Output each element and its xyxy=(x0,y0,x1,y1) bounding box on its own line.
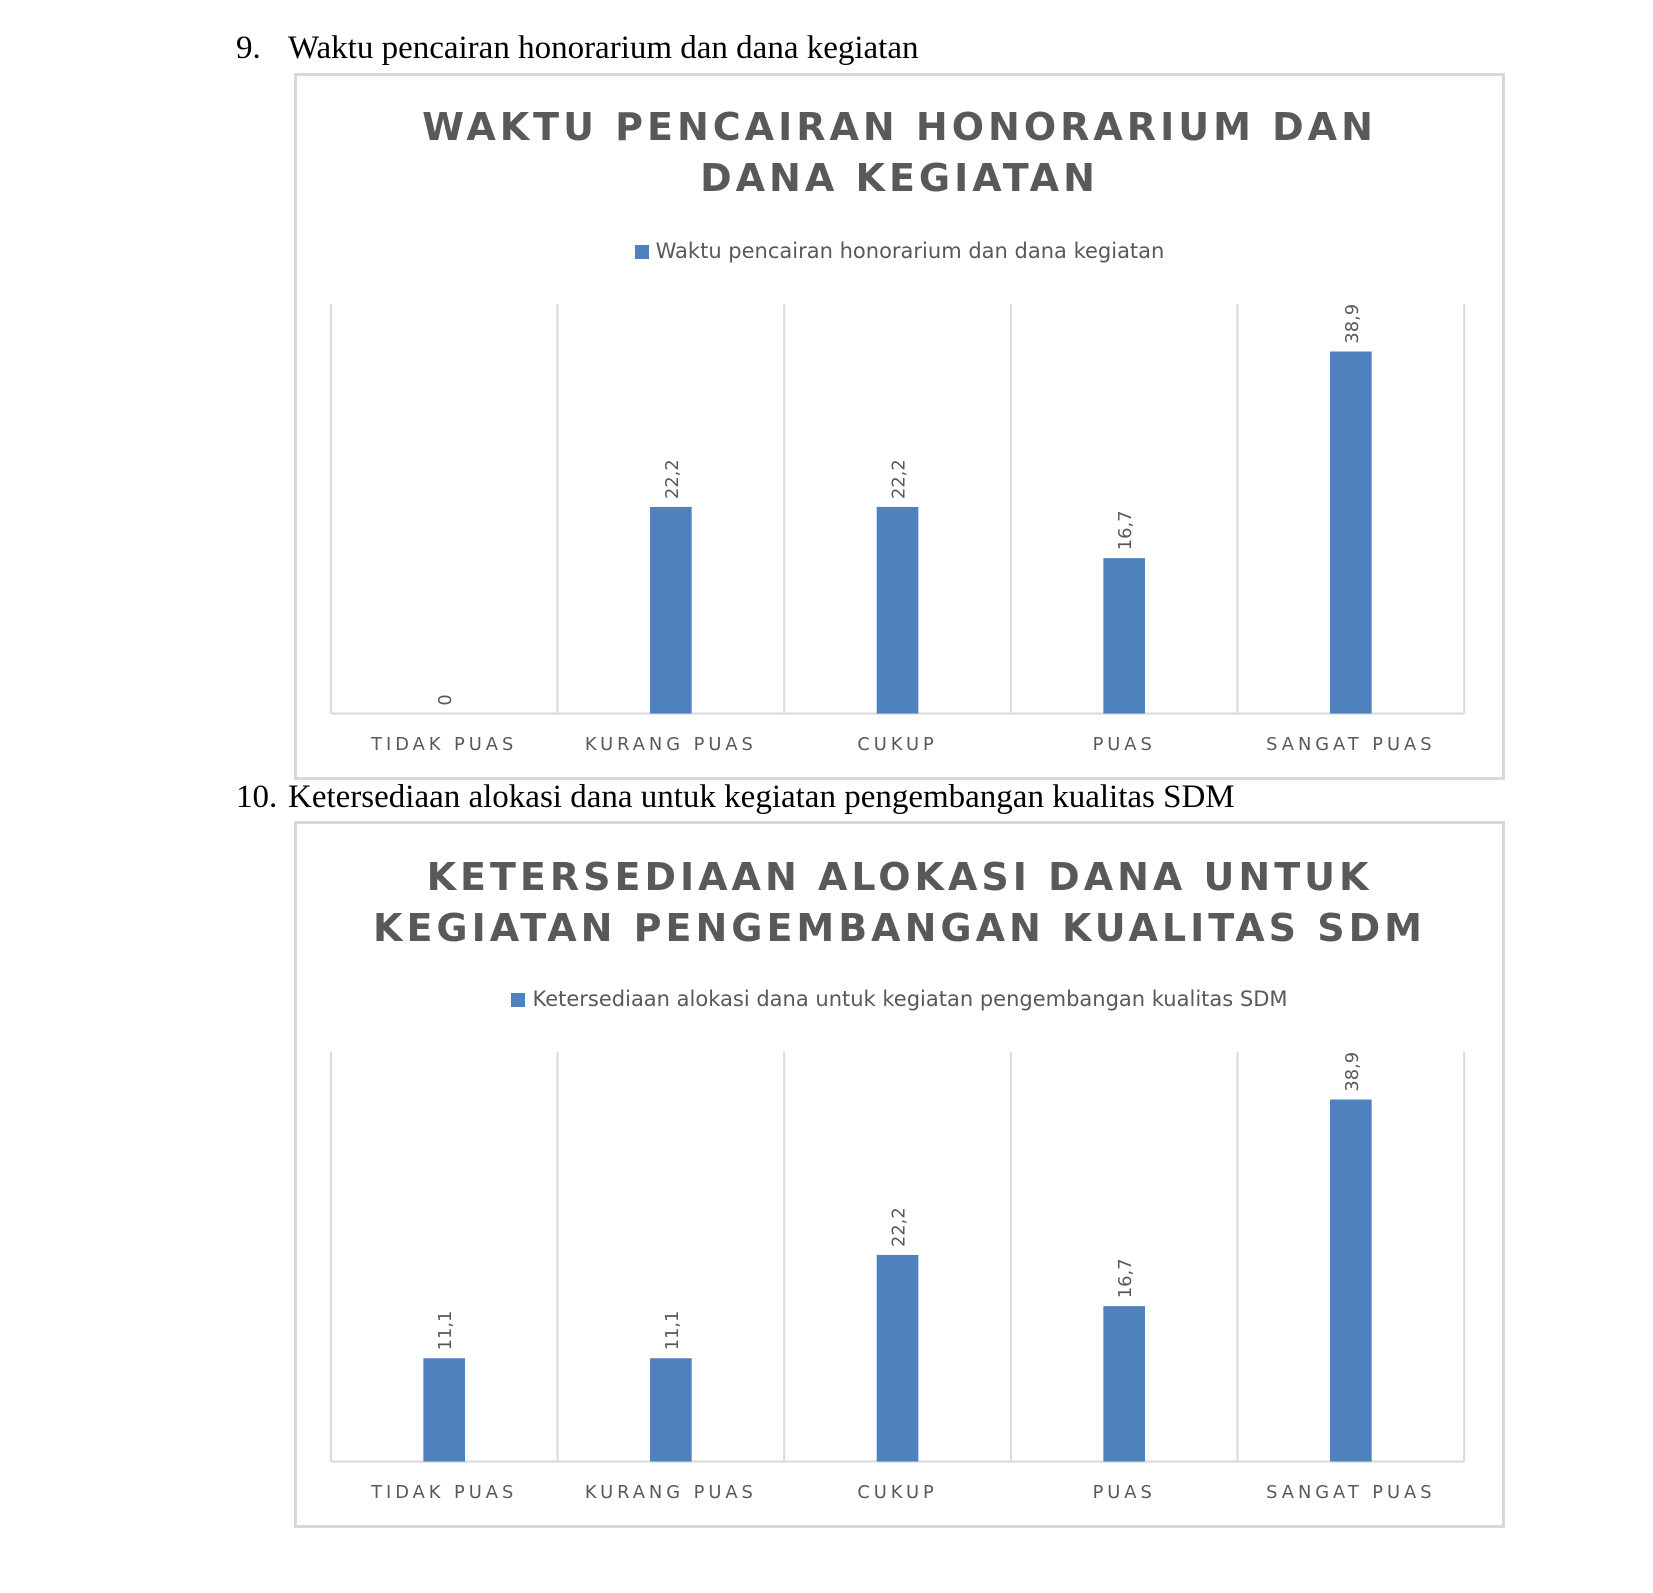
bar-chart-1 xyxy=(297,76,1502,777)
bar xyxy=(877,1255,919,1462)
chart-title-line-2: DANA KEGIATAN xyxy=(700,156,1099,200)
bar xyxy=(1330,1100,1372,1462)
category-label: PUAS xyxy=(1092,734,1156,756)
category-label: PUAS xyxy=(1092,1482,1156,1504)
category-label: CUKUP xyxy=(857,734,938,756)
legend-label: Ketersediaan alokasi dana untuk kegiatan pengembangan kualitas SDM xyxy=(532,987,1288,1011)
section-title: Waktu pencairan honorarium dan dana kegiatan xyxy=(288,30,919,66)
bar xyxy=(1103,558,1145,713)
section-number: 10. xyxy=(236,779,278,815)
legend-label: Waktu pencairan honorarium dan dana kegiatan xyxy=(655,239,1165,263)
chart-title-line-1: KETERSEDIAAN ALOKASI DANA UNTUK xyxy=(426,855,1373,899)
bar xyxy=(423,1358,465,1461)
data-label: 22,2 xyxy=(888,459,910,500)
data-label: 38,9 xyxy=(1341,303,1363,344)
bar-chart-2 xyxy=(297,824,1502,1525)
category-label: TIDAK PUAS xyxy=(371,734,518,756)
chart-title-line-2: KEGIATAN PENGEMBANGAN KUALITAS SDM xyxy=(373,906,1426,950)
data-label: 22,2 xyxy=(888,1207,910,1248)
chart-panel-2 xyxy=(294,821,1505,1528)
data-label: 16,7 xyxy=(1115,510,1137,551)
bar xyxy=(650,1358,692,1461)
chart-panel-1 xyxy=(294,73,1505,780)
category-label: TIDAK PUAS xyxy=(371,1482,518,1504)
bar xyxy=(1330,352,1372,714)
category-label: KURANG PUAS xyxy=(584,1482,757,1504)
bar xyxy=(1103,1306,1145,1461)
data-label: 22,2 xyxy=(661,459,683,500)
category-label: CUKUP xyxy=(857,1482,938,1504)
section-number: 9. xyxy=(236,30,261,66)
data-label: 0 xyxy=(435,694,457,706)
bar xyxy=(877,507,919,714)
bar xyxy=(650,507,692,714)
category-label: KURANG PUAS xyxy=(584,734,757,756)
data-label: 16,7 xyxy=(1115,1258,1137,1299)
chart-title-line-1: WAKTU PENCAIRAN HONORARIUM DAN xyxy=(422,105,1377,149)
category-label: SANGAT PUAS xyxy=(1266,1482,1436,1504)
data-label: 38,9 xyxy=(1341,1051,1363,1092)
section-heading-10 xyxy=(236,779,1235,816)
data-label: 11,1 xyxy=(435,1310,457,1351)
section-title: Ketersediaan alokasi dana untuk kegiatan pengembangan kualitas SDM xyxy=(288,779,1235,815)
data-label: 11,1 xyxy=(661,1310,683,1351)
category-label: SANGAT PUAS xyxy=(1266,734,1436,756)
section-heading-9 xyxy=(236,30,919,67)
